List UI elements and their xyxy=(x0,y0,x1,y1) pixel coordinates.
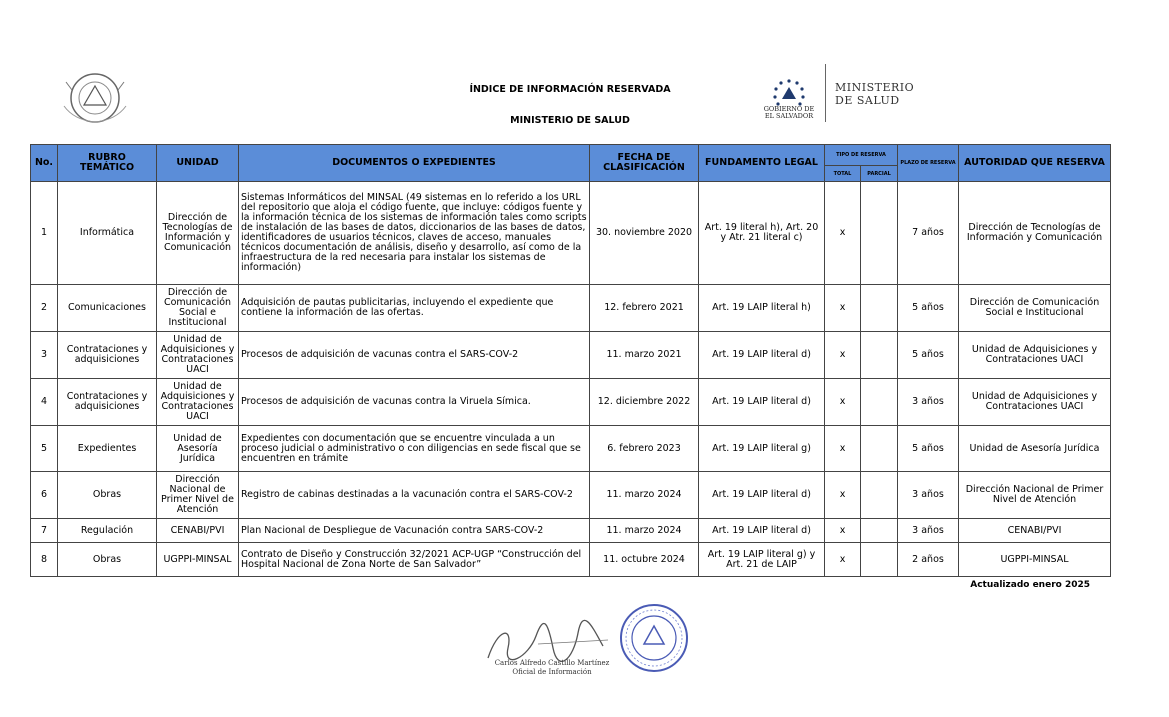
cell-unidad: Dirección de Tecnologías de Información y Comunicación xyxy=(157,182,239,285)
table-row xyxy=(31,379,1111,426)
cell-fundamento: Art. 19 LAIP literal d) xyxy=(699,379,825,426)
cell-parcial xyxy=(861,379,898,426)
cell-fecha: 11. marzo 2024 xyxy=(590,519,699,543)
cell-total: x xyxy=(825,543,861,577)
cell-total: x xyxy=(825,472,861,519)
cell-rubro: Comunicaciones xyxy=(58,285,157,332)
cell-plazo: 3 años xyxy=(898,519,959,543)
table-row xyxy=(31,285,1111,332)
reserved-info-table xyxy=(30,144,1111,577)
cell-parcial xyxy=(861,519,898,543)
signatory-role: Oficial de Información xyxy=(512,668,592,676)
cell-fundamento: Art. 19 LAIP literal g) y Art. 21 de LAIP xyxy=(699,543,825,577)
header-autoridad: AUTORIDAD QUE RESERVA xyxy=(959,145,1111,182)
cell-documentos: Registro de cabinas destinadas a la vacunación contra el SARS-COV-2 xyxy=(239,472,590,519)
cell-plazo: 5 años xyxy=(898,426,959,472)
cell-parcial xyxy=(861,285,898,332)
cell-rubro: Regulación xyxy=(58,519,157,543)
header-documentos: DOCUMENTOS O EXPEDIENTES xyxy=(239,145,590,182)
cell-unidad: Dirección Nacional de Primer Nivel de Atención xyxy=(157,472,239,519)
cell-documentos: Contrato de Diseño y Construcción 32/2021 ACP-UGP “Construcción del Hospital Nacional de Zona Norte de San Salvador” xyxy=(239,543,590,577)
header-parcial: PARCIAL xyxy=(861,166,898,182)
header-rubro: RUBRO TEMÁTICO xyxy=(58,145,157,182)
cell-documentos: Plan Nacional de Despliegue de Vacunación contra SARS-COV-2 xyxy=(239,519,590,543)
cell-fecha: 12. diciembre 2022 xyxy=(590,379,699,426)
header-fecha: FECHA DE CLASIFICACIÓN xyxy=(590,145,699,182)
cell-fecha: 12. febrero 2021 xyxy=(590,285,699,332)
cell-parcial xyxy=(861,182,898,285)
table-row xyxy=(31,543,1111,577)
cell-total: x xyxy=(825,426,861,472)
header-fundamento: FUNDAMENTO LEGAL xyxy=(699,145,825,182)
cell-unidad: Unidad de Asesoría Jurídica xyxy=(157,426,239,472)
republic-seal-icon xyxy=(44,72,146,124)
cell-fundamento: Art. 19 LAIP literal d) xyxy=(699,519,825,543)
cell-plazo: 5 años xyxy=(898,285,959,332)
cell-autoridad: Dirección de Tecnologías de Información y Comunicación xyxy=(959,182,1111,285)
header-no: No. xyxy=(31,145,58,182)
cell-rubro: Contrataciones y adquisiciones xyxy=(58,379,157,426)
table-row xyxy=(31,332,1111,379)
cell-fecha: 11. octubre 2024 xyxy=(590,543,699,577)
table-row xyxy=(31,426,1111,472)
header-tipo-reserva: TIPO DE RESERVA xyxy=(825,145,898,166)
cell-plazo: 3 años xyxy=(898,472,959,519)
cell-unidad: Unidad de Adquisiciones y Contrataciones UACI xyxy=(157,332,239,379)
cell-unidad: CENABI/PVI xyxy=(157,519,239,543)
cell-autoridad: Unidad de Adquisiciones y Contrataciones UACI xyxy=(959,379,1111,426)
ministry-logo-text: MINISTERIO DE SALUD xyxy=(835,81,915,107)
cell-no: 8 xyxy=(31,543,58,577)
cell-fundamento: Art. 19 LAIP literal d) xyxy=(699,472,825,519)
cell-no: 1 xyxy=(31,182,58,285)
cell-fecha: 30. noviembre 2020 xyxy=(590,182,699,285)
cell-fundamento: Art. 19 LAIP literal g) xyxy=(699,426,825,472)
cell-autoridad: UGPPI-MINSAL xyxy=(959,543,1111,577)
cell-rubro: Contrataciones y adquisiciones xyxy=(58,332,157,379)
cell-autoridad: CENABI/PVI xyxy=(959,519,1111,543)
cell-plazo: 2 años xyxy=(898,543,959,577)
table-row xyxy=(31,182,1111,285)
cell-autoridad: Dirección Nacional de Primer Nivel de Atención xyxy=(959,472,1111,519)
cell-autoridad: Dirección de Comunicación Social e Institucional xyxy=(959,285,1111,332)
cell-parcial xyxy=(861,426,898,472)
cell-fundamento: Art. 19 literal h), Art. 20 y Atr. 21 literal c) xyxy=(699,182,825,285)
cell-plazo: 7 años xyxy=(898,182,959,285)
header-plazo: PLAZO DE RESERVA xyxy=(898,145,959,182)
signature-icon xyxy=(478,618,618,664)
cell-total: x xyxy=(825,285,861,332)
table-row xyxy=(31,472,1111,519)
cell-total: x xyxy=(825,379,861,426)
cell-documentos: Procesos de adquisición de vacunas contra el SARS-COV-2 xyxy=(239,332,590,379)
cell-unidad: UGPPI-MINSAL xyxy=(157,543,239,577)
cell-no: 5 xyxy=(31,426,58,472)
cell-autoridad: Unidad de Asesoría Jurídica xyxy=(959,426,1111,472)
cell-plazo: 3 años xyxy=(898,379,959,426)
signatory-name: Carlos Alfredo Castillo Martínez xyxy=(494,659,610,667)
cell-rubro: Obras xyxy=(58,472,157,519)
updated-note: Actualizado enero 2025 xyxy=(970,580,1090,590)
header-total: TOTAL xyxy=(825,166,861,182)
logo-divider xyxy=(825,64,826,122)
page-subtitle: MINISTERIO DE SALUD xyxy=(510,115,630,126)
cell-fecha: 11. marzo 2024 xyxy=(590,472,699,519)
table-row xyxy=(31,519,1111,543)
government-label: GOBIERNO DE EL SALVADOR xyxy=(763,105,815,120)
cell-documentos: Procesos de adquisición de vacunas contra la Viruela Símica. xyxy=(239,379,590,426)
cell-parcial xyxy=(861,472,898,519)
cell-fecha: 6. febrero 2023 xyxy=(590,426,699,472)
cell-parcial xyxy=(861,332,898,379)
cell-rubro: Obras xyxy=(58,543,157,577)
cell-documentos: Adquisición de pautas publicitarias, incluyendo el expediente que contiene la información de las ofertas. xyxy=(239,285,590,332)
cell-rubro: Expedientes xyxy=(58,426,157,472)
cell-no: 7 xyxy=(31,519,58,543)
cell-parcial xyxy=(861,543,898,577)
header-unidad: UNIDAD xyxy=(157,145,239,182)
cell-no: 2 xyxy=(31,285,58,332)
cell-unidad: Unidad de Adquisiciones y Contrataciones UACI xyxy=(157,379,239,426)
cell-unidad: Dirección de Comunicación Social e Institucional xyxy=(157,285,239,332)
cell-rubro: Informática xyxy=(58,182,157,285)
cell-plazo: 5 años xyxy=(898,332,959,379)
cell-no: 4 xyxy=(31,379,58,426)
cell-total: x xyxy=(825,332,861,379)
cell-no: 3 xyxy=(31,332,58,379)
cell-total: x xyxy=(825,519,861,543)
cell-documentos: Sistemas Informáticos del MINSAL (49 sistemas en lo referido a los URL del repositorio que aloja el código fuente, que incluye: códigos fuente y la información técnica de los sistemas de información tales como scripts de instalación de las bases de datos, diccionarios de las bases de datos, identificadores de usuarios técnicos, claves de acceso, manuales técnicos documentación de análisis, diseño y desarrollo, así como de la infraestructura de la red necesaria para instalar los sistemas de información) xyxy=(239,182,590,285)
cell-no: 6 xyxy=(31,472,58,519)
cell-fundamento: Art. 19 LAIP literal d) xyxy=(699,332,825,379)
cell-documentos: Expedientes con documentación que se encuentre vinculada a un proceso judicial o administrativo o con diligencias en sede fiscal que se encuentren en trámite xyxy=(239,426,590,472)
cell-autoridad: Unidad de Adquisiciones y Contrataciones UACI xyxy=(959,332,1111,379)
official-stamp-icon xyxy=(618,602,690,674)
page-title: ÍNDICE DE INFORMACIÓN RESERVADA xyxy=(469,84,671,95)
cell-fundamento: Art. 19 LAIP literal h) xyxy=(699,285,825,332)
cell-total: x xyxy=(825,182,861,285)
cell-fecha: 11. marzo 2021 xyxy=(590,332,699,379)
